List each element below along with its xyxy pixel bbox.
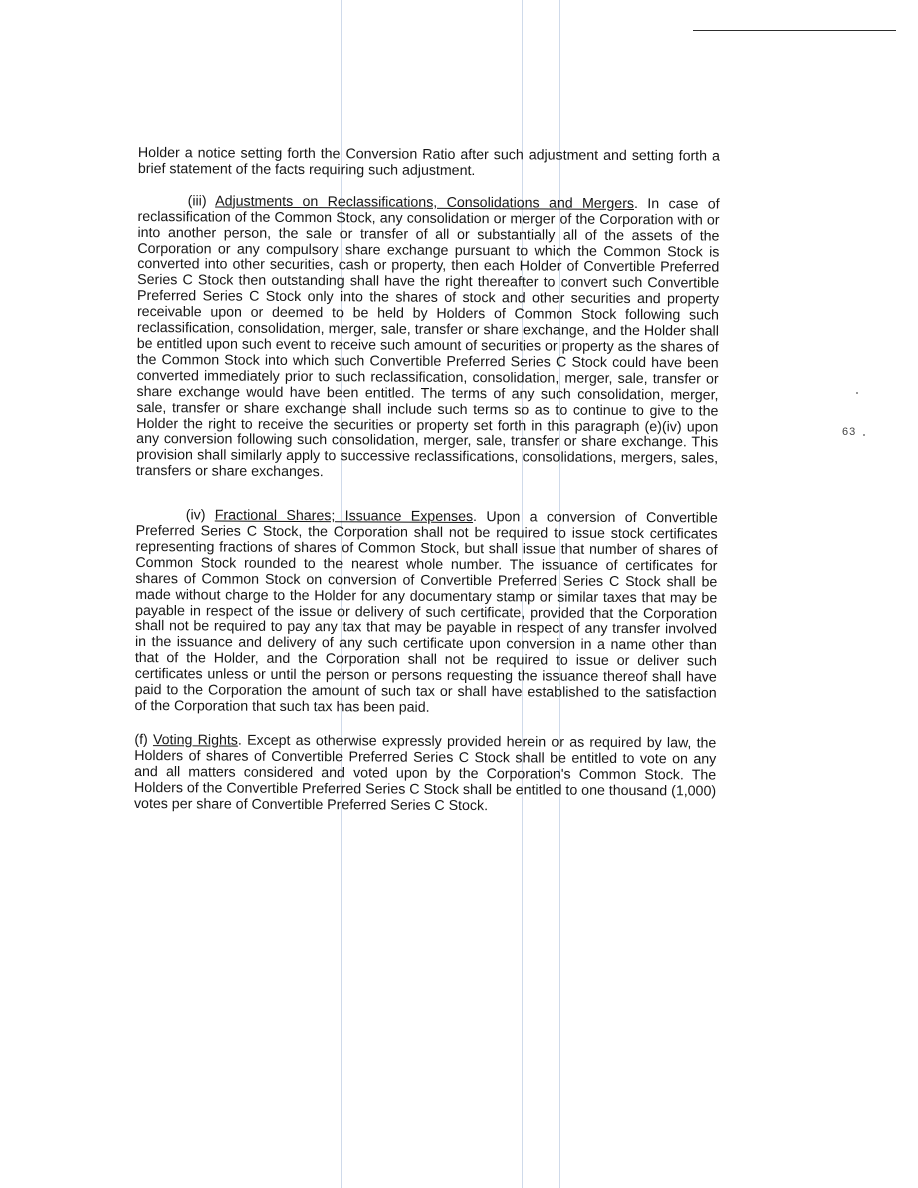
margin-page-mark: 63 — [842, 426, 857, 438]
section-number: (f) — [134, 731, 154, 749]
paragraph-adjustment-notice — [138, 146, 720, 181]
paragraph-fractional-shares — [135, 508, 718, 718]
scan-speck — [856, 392, 858, 394]
scan-speck — [863, 434, 865, 436]
section-number: (iii) — [187, 193, 216, 210]
section-heading: Fractional Shares; Issuance Expenses — [214, 507, 474, 526]
paragraph-text: . In case of reclassification of the Common Stock, any consolidation or merger of the Corporation with or into another person, the sale or transfer of all or substantially all of the assets of the Corporation or any compulsory share exchange pursuant to which the Common Stock is converted into other securities, cash or property, then each Holder of Convertible Preferred Series C Stock then outstanding shall have the right thereafter to convert such Convertible Preferred Series C Stock only into the shares of stock and other securities and property receivable upon or deemed to be held by Holders of Common Stock following such reclassification, consolidation, merger, sale, transfer or share exchange, and the Holder shall be entitled upon such event to receive such amount of securities or property as the shares of the Common Stock into which such Convertible Preferred Series C Stock could have been converted immediately prior to such reclassification, consolidation, merger, sale, transfer or share exchange would have been entitled. The terms of any such consolidation, merger, sale, transfer or share exchange shall include such terms so as to continue to give to the Holder the right to receive the securities or property set forth in this paragraph (e)(iv) upon any conversion following such consolidation, merger, sale, transfer or share exchange. This provision shall similarly apply to successive reclassifications, consolidations, mergers, sales, transfers or share exchanges. — [135, 195, 720, 481]
paragraph-text: Holder a notice setting forth the Conversion Ratio after such adjustment and setting forth a brief statement of the facts requiring such adjustment. — [137, 145, 720, 179]
section-heading: Adjustments on Reclassifications, Consolidations and Mergers — [215, 193, 635, 212]
paragraph-text: . Upon a conversion of Convertible Preferred Series C Stock, the Corporation shall not be required to issue stock certificates representing fractions of shares of Common Stock, but shall issue that number of shares of Common Stock rounded to the nearest whole number. The issuance of certificates for shares of Common Stock on conversion of Convertible Preferred Series C Stock shall be made without charge to the Holder for any documentary stamp or similar taxes that may be payable in respect of the issue or delivery of such certificate, provided that the Corporation shall not be required to pay any tax that may be payable in respect of any transfer involved in the issuance and delivery of any such certificate upon conversion in a name other than that of the Holder, and the Corporation shall not be required to issue or deliver such certificates unless or until the person or persons requesting the issuance thereof shall have paid to the Corporation the amount of such tax or shall have established to the satisfaction of the Corporation that such tax has been paid. — [134, 509, 718, 716]
document-body — [134, 146, 720, 816]
paragraph-voting-rights — [134, 733, 716, 816]
paragraph-text: . Except as otherwise expressly provided herein or as required by law, the Holders of shares of Convertible Preferred Series C Stock shall be entitled to vote on any and all matters considered and voted upon by the Corporation's Common Stock. The Holders of the Convertible Preferred Series C Stock shall be entitled to one thousand (1,000) votes per share of Convertible Preferred Series C Stock. — [133, 732, 717, 814]
paragraph-reclassifications — [136, 194, 720, 484]
section-number: (iv) — [185, 507, 215, 524]
section-heading: Voting Rights — [152, 732, 238, 749]
top-rule — [693, 30, 896, 31]
